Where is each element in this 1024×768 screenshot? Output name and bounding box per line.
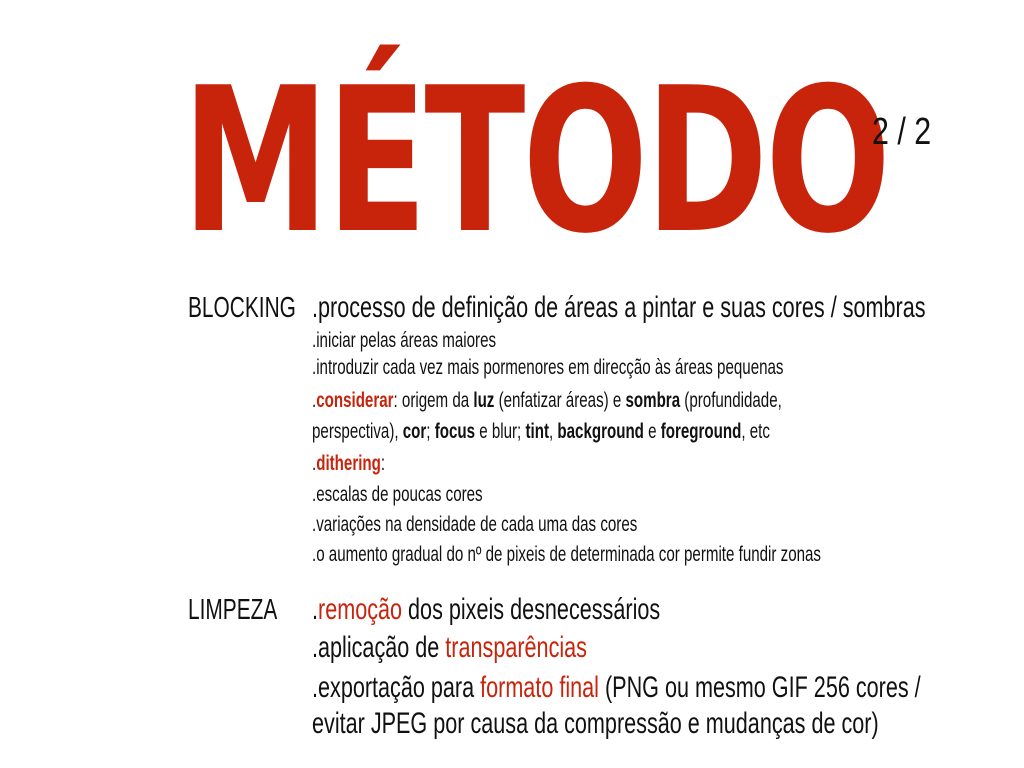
dot: . bbox=[312, 452, 317, 475]
limpeza-line-1 bbox=[312, 594, 660, 626]
keyword-foreground: foreground bbox=[660, 420, 742, 443]
keyword-cor: cor bbox=[402, 420, 427, 443]
blocking-line-6 bbox=[312, 452, 385, 476]
blocking-line-8: .variações na densidade de cada uma das cores bbox=[312, 513, 638, 536]
section-label-blocking: BLOCKING bbox=[188, 292, 296, 324]
text: e bbox=[643, 420, 661, 443]
limpeza-line-4: evitar JPEG por causa da compressão e mudanças de cor) bbox=[312, 707, 879, 740]
text: ; bbox=[426, 420, 435, 443]
blocking-line-4 bbox=[312, 389, 782, 413]
colon: : bbox=[380, 452, 386, 475]
keyword-tint: tint bbox=[525, 420, 549, 443]
text: (PNG ou mesmo GIF 256 cores / bbox=[598, 671, 921, 704]
page-indicator: 2 / 2 bbox=[872, 111, 932, 153]
blocking-line-3: .introduzir cada vez mais pormenores em direcção às áreas pequenas bbox=[312, 356, 784, 379]
keyword-focus: focus bbox=[434, 420, 476, 443]
keyword-considerar: considerar bbox=[316, 389, 394, 412]
blocking-line-9: .o aumento gradual do nº de pixeis de determinada cor permite fundir zonas bbox=[312, 543, 821, 566]
blocking-line-1: .processo de definição de áreas a pintar e suas cores / sombras bbox=[312, 291, 926, 324]
keyword-sombra: sombra bbox=[625, 389, 681, 412]
keyword-transparencias: transparências bbox=[445, 631, 587, 664]
dot: . bbox=[312, 389, 317, 412]
text: dos pixeis desnecessários bbox=[402, 593, 661, 626]
text: .exportação para bbox=[312, 671, 481, 704]
blocking-line-5 bbox=[312, 420, 770, 444]
dot: . bbox=[312, 593, 319, 626]
limpeza-line-2 bbox=[312, 632, 587, 664]
limpeza-line-3 bbox=[312, 672, 921, 704]
text: , bbox=[548, 420, 558, 443]
text: : origem da bbox=[393, 389, 474, 412]
text: (enfatizar áreas) e bbox=[494, 389, 626, 412]
keyword-background: background bbox=[557, 420, 644, 443]
text: , etc bbox=[741, 420, 770, 443]
blocking-line-2: .iniciar pelas áreas maiores bbox=[312, 329, 497, 352]
text: e blur; bbox=[475, 420, 526, 443]
page-title: MÉTODO bbox=[182, 45, 889, 278]
text: .aplicação de bbox=[312, 631, 446, 664]
blocking-line-7: .escalas de poucas cores bbox=[312, 483, 483, 506]
keyword-dithering: dithering bbox=[316, 452, 381, 475]
text: perspectiva), bbox=[312, 420, 403, 443]
keyword-formato-final: formato final bbox=[480, 671, 599, 704]
section-label-limpeza: LIMPEZA bbox=[188, 594, 278, 626]
keyword-luz: luz bbox=[473, 389, 495, 412]
keyword-remocao: remoção bbox=[318, 593, 403, 626]
text: (profundidade, bbox=[680, 389, 782, 412]
